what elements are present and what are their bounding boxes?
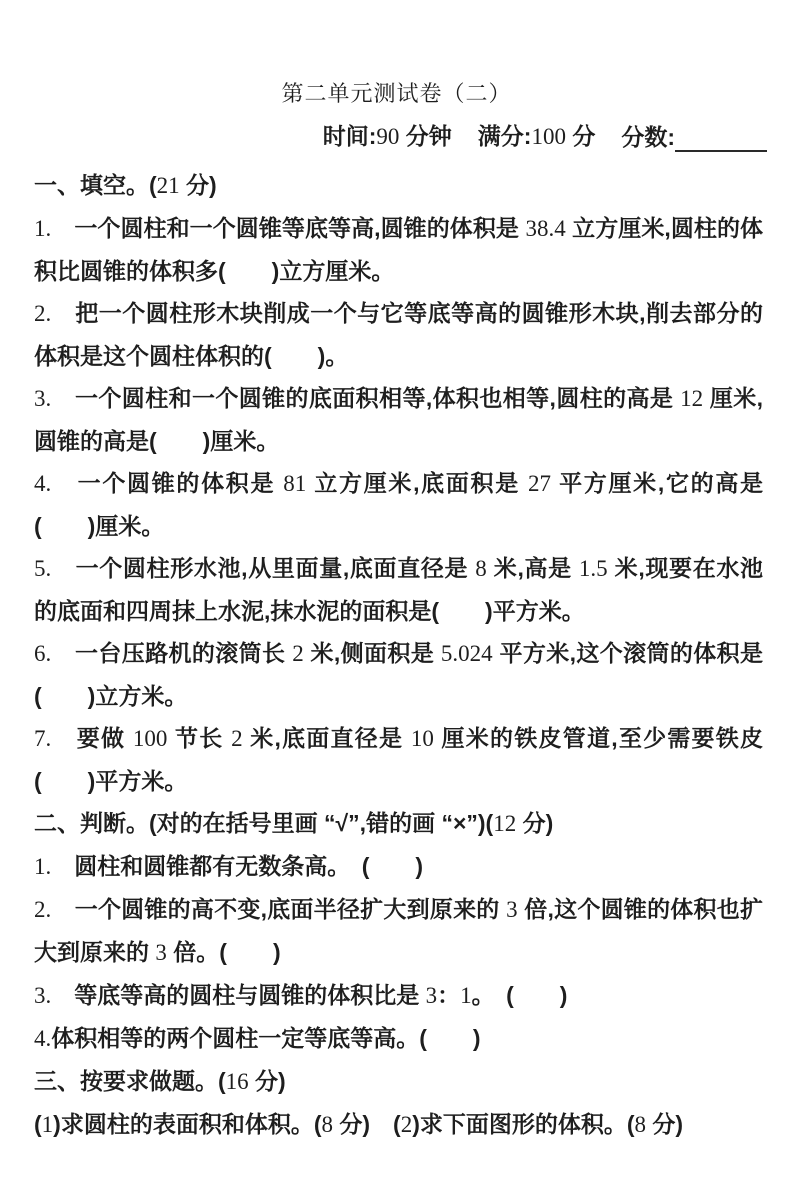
fill-question-2: 2. 把一个圆柱形木块削成一个与它等底等高的圆锥形木块,削去部分的体积是这个圆柱体积的( )。 <box>34 300 763 369</box>
judge-question-3: 3. 等底等高的圆柱与圆锥的体积比是 3：1。 ( ) <box>34 982 568 1008</box>
score-blank <box>675 124 767 152</box>
fill-question-7: 7. 要做 100 节长 2 米,底面直径是 10 厘米的铁皮管道,至少需要铁皮( )平方米。 <box>34 725 764 794</box>
judge-question-4: 4.体积相等的两个圆柱一定等底等高。( ) <box>34 1025 481 1051</box>
test-paper-page <box>0 80 793 1202</box>
section-fill-blanks <box>34 164 763 802</box>
score-field <box>621 122 767 152</box>
score-label: 分数: <box>621 124 675 150</box>
section-2-heading: 二、判断。(对的在括号里画 “√”,错的画 “×”)(12 分) <box>34 810 554 836</box>
section-1-heading: 一、填空。(21 分) <box>34 172 217 198</box>
fill-question-5: 5. 一个圆柱形水池,从里面量,底面直径是 8 米,高是 1.5 米,现要在水池的底面和四周抹上水泥,抹水泥的面积是( )平方米。 <box>34 555 764 624</box>
fill-question-4: 4. 一个圆锥的体积是 81 立方厘米,底面积是 27 平方厘米,它的高是( )厘米。 <box>34 470 764 539</box>
time-label: 时间:90 分钟 <box>322 123 452 149</box>
section-solve-problems <box>34 1060 763 1146</box>
section-true-false <box>34 802 763 1060</box>
solve-subquestions-line: (1)求圆柱的表面积和体积。(8 分) (2)求下面图形的体积。(8 分) <box>34 1111 684 1137</box>
full-score-label: 满分:100 分 <box>477 123 596 149</box>
judge-question-2: 2. 一个圆锥的高不变,底面半径扩大到原来的 3 倍,这个圆锥的体积也扩大到原来的 3 倍。( ) <box>34 896 763 965</box>
fill-question-6: 6. 一台压路机的滚筒长 2 米,侧面积是 5.024 平方米,这个滚筒的体积是( )立方米。 <box>34 640 764 709</box>
paper-body <box>34 164 763 1146</box>
fill-question-3: 3. 一个圆柱和一个圆锥的底面积相等,体积也相等,圆柱的高是 12 厘米,圆锥的高是( )厘米。 <box>34 385 764 454</box>
fill-question-1: 1. 一个圆柱和一个圆锥等底等高,圆锥的体积是 38.4 立方厘米,圆柱的体积比圆锥的体积多( )立方厘米。 <box>34 215 764 284</box>
section-3-heading: 三、按要求做题。(16 分) <box>34 1068 286 1094</box>
meta-line <box>0 121 793 152</box>
judge-question-1: 1. 圆柱和圆锥都有无数条高。 ( ) <box>34 853 424 879</box>
page-title: 第二单元测试卷（二） <box>281 81 512 106</box>
